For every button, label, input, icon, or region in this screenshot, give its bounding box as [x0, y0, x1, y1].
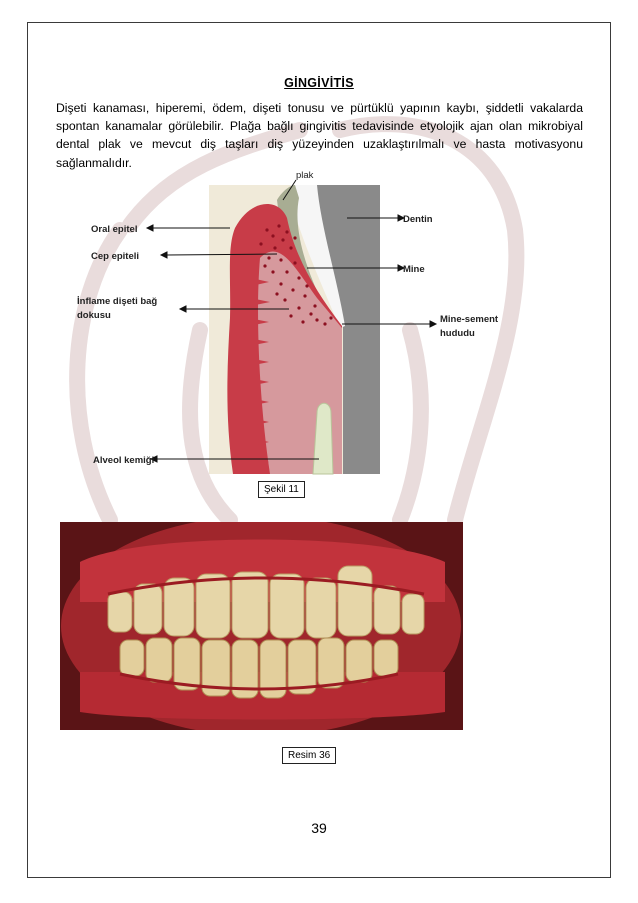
section-title: GİNGİVİTİS: [284, 76, 354, 90]
page-number: 39: [311, 820, 327, 836]
label-cep-epiteli: Cep epiteli: [91, 251, 140, 262]
label-inflame-line2: dokusu: [77, 310, 111, 321]
label-mine: Mine: [403, 264, 425, 275]
photo-caption: Resim 36: [282, 747, 336, 764]
gingivitis-photo: [60, 522, 463, 730]
body-paragraph: Dişeti kanaması, hiperemi, ödem, dişeti tonusu ve pürtüklü yapının kaybı, şiddetli vakalarda spontan kanamalar görülebilir. Plağa bağlı gingivitis tedavisinde etyolojik ajan olan mikrobiyal dental plak ve mevcut diş taşları diş yüzeyinden uzaklaştırılmalı ve hasta motivasyonu sağlanmalıdır.: [56, 101, 583, 170]
figure-caption: Şekil 11: [258, 481, 305, 498]
label-plak: plak: [296, 170, 314, 181]
label-oral-epitel: Oral epitel: [91, 224, 138, 235]
label-alveol: Alveol kemiği: [93, 455, 155, 466]
label-mine-sement-line1: Mine-sement: [440, 314, 499, 325]
label-dentin: Dentin: [403, 214, 433, 225]
label-mine-sement-line2: hududu: [440, 328, 475, 339]
gingivitis-diagram: [55, 168, 535, 498]
label-inflame-line1: İnflame dişeti bağ: [77, 296, 158, 307]
